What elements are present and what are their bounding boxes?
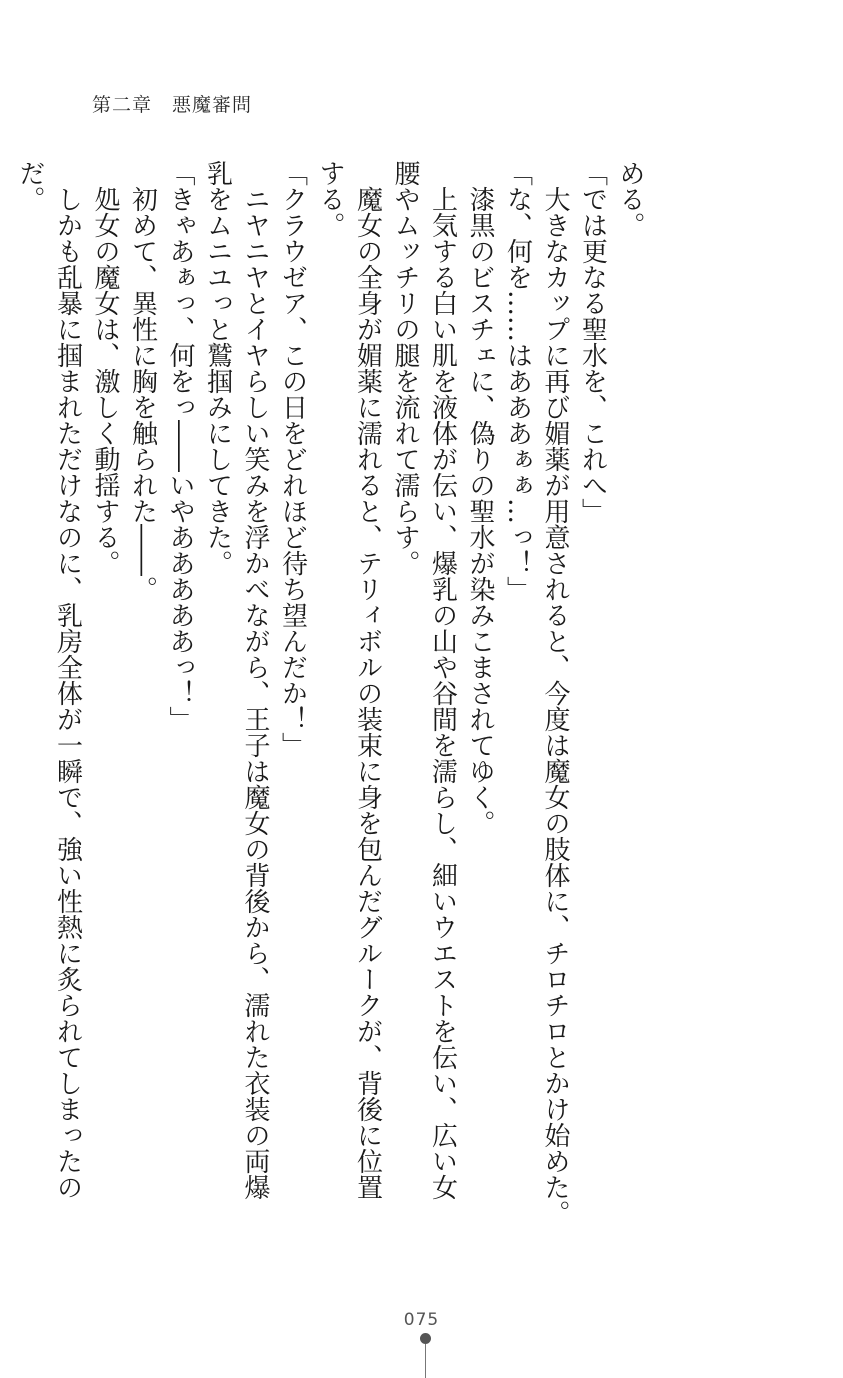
text-line: 「クラウゼア、この日をどれほど待ち望んだか！」: [277, 160, 308, 758]
running-header: 第二章 悪魔審問: [92, 94, 253, 116]
page-number: 075: [403, 1310, 440, 1330]
text-line: 乳をムニユっと鷲掴みにしてきた。: [202, 160, 233, 576]
text-line: 漆黒のビスチェに、偽りの聖水が染みこまされてゆく。: [465, 160, 495, 836]
text-line: しかも乱暴に掴まれただけなのに、乳房全体が一瞬で、強い性熱に炙られてしまったの: [52, 160, 83, 1200]
text-line: 上気する白い肌を液体が伝い、爆乳の山や谷間を濡らし、細いウエストを伝い、広い女: [427, 160, 458, 1200]
text-line: だ。: [15, 160, 45, 212]
text-line: 処女の魔女は、激しく動揺する。: [90, 160, 120, 576]
text-line: める。: [615, 160, 645, 238]
text-line: 「な、何を……はあああぁぁ…っ！」: [502, 160, 533, 602]
text-line: 「では更なる聖水を、これへ」: [577, 160, 608, 524]
folio-dot-ornament: [420, 1333, 431, 1344]
text-line: ニヤニヤとイヤらしい笑みを浮かべながら、王子は魔女の背後から、濡れた衣装の両爆: [240, 160, 270, 1200]
text-line: 大きなカップに再び媚薬が用意されると、今度は魔女の肢体に、チロチロとかけ始めた。: [540, 160, 570, 1226]
folio-line-ornament: [425, 1344, 426, 1378]
text-line: 魔女の全身が媚薬に濡れると、テリィボルの装束に身を包んだグルークが、背後に位置: [352, 160, 383, 1200]
body-text: [15, 160, 648, 1226]
text-line: 腰やムッチリの腿を流れて濡らす。: [390, 160, 420, 576]
text-line: 初めて、異性に胸を触られた――。: [127, 160, 158, 602]
text-line: する。: [315, 160, 345, 238]
text-line: 「きゃあぁっ、何をっ――いやあああああっ！」: [165, 160, 195, 732]
